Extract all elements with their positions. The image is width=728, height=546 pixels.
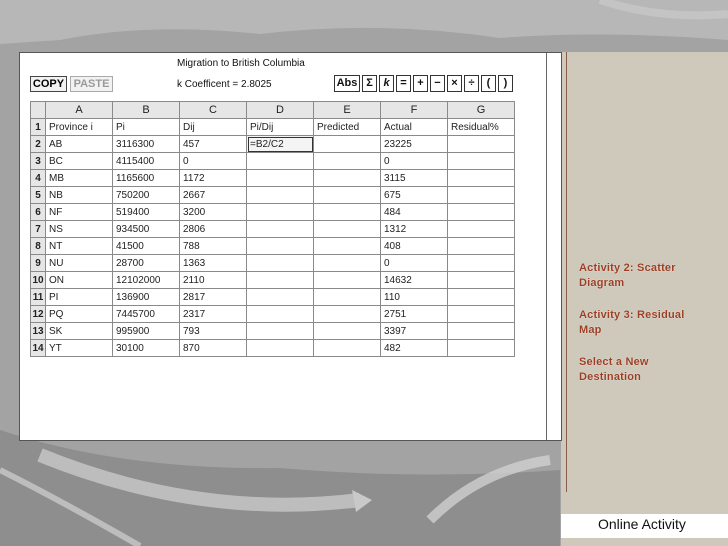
grid-cell[interactable]	[314, 136, 381, 153]
grid-cell[interactable]	[314, 289, 381, 306]
side-divider	[566, 52, 567, 492]
sheet-title: Migration to British Columbia	[177, 58, 305, 69]
grid-cell[interactable]: Predicted	[314, 119, 381, 136]
grid-cell[interactable]	[448, 306, 515, 323]
row-header[interactable]: 13	[31, 323, 46, 340]
grid-cell[interactable]: 136900	[113, 289, 180, 306]
grid-cell[interactable]: 28700	[113, 255, 180, 272]
grid-cell[interactable]: 23225	[381, 136, 448, 153]
row-header[interactable]: 5	[31, 187, 46, 204]
grid-cell[interactable]: 2667	[180, 187, 247, 204]
grid-cell[interactable]: NU	[46, 255, 113, 272]
grid-cell[interactable]: 12102000	[113, 272, 180, 289]
grid-cell[interactable]	[314, 272, 381, 289]
grid-cell[interactable]	[448, 204, 515, 221]
column-header-row	[31, 102, 515, 119]
grid-cell[interactable]: 408	[381, 238, 448, 255]
grid-cell[interactable]: 3397	[381, 323, 448, 340]
grid-cell[interactable]: PQ	[46, 306, 113, 323]
grid-cell[interactable]: NB	[46, 187, 113, 204]
grid-cell[interactable]	[314, 170, 381, 187]
grid-cell[interactable]: 2806	[180, 221, 247, 238]
grid-cell[interactable]	[247, 170, 314, 187]
table-row	[31, 136, 515, 153]
table-row	[31, 170, 515, 187]
row-header[interactable]: 10	[31, 272, 46, 289]
grid-cell[interactable]: 675	[381, 187, 448, 204]
copy-button[interactable]: COPY	[30, 76, 67, 92]
table-row	[31, 255, 515, 272]
grid-corner	[31, 102, 46, 119]
column-header-a[interactable]: A	[46, 102, 113, 119]
grid-cell[interactable]: MB	[46, 170, 113, 187]
grid-cell[interactable]	[247, 153, 314, 170]
grid-cell[interactable]: NF	[46, 204, 113, 221]
row-header[interactable]: 3	[31, 153, 46, 170]
table-row	[31, 289, 515, 306]
row-header[interactable]: 7	[31, 221, 46, 238]
row-header[interactable]: 6	[31, 204, 46, 221]
grid-cell[interactable]: NS	[46, 221, 113, 238]
grid-cell[interactable]: Actual	[381, 119, 448, 136]
grid-cell[interactable]: 2110	[180, 272, 247, 289]
grid-cell[interactable]	[314, 255, 381, 272]
grid-cell[interactable]	[247, 238, 314, 255]
grid-cell[interactable]: 4115400	[113, 153, 180, 170]
grid-cell[interactable]	[314, 204, 381, 221]
grid-cell[interactable]: PI	[46, 289, 113, 306]
grid-cell[interactable]: 110	[381, 289, 448, 306]
table-row	[31, 119, 515, 136]
row-header[interactable]: 12	[31, 306, 46, 323]
grid-cell[interactable]: YT	[46, 340, 113, 357]
table-row	[31, 221, 515, 238]
activity-3-link[interactable]	[579, 308, 689, 338]
grid-cell[interactable]	[448, 238, 515, 255]
grid-cell[interactable]: 2817	[180, 289, 247, 306]
row-header[interactable]: 1	[31, 119, 46, 136]
grid-cell[interactable]	[314, 187, 381, 204]
paste-button[interactable]: PASTE	[70, 76, 113, 92]
row-header[interactable]: 14	[31, 340, 46, 357]
grid-cell[interactable]: 934500	[113, 221, 180, 238]
grid-cell[interactable]: =B2/C2	[247, 136, 314, 153]
grid-cell[interactable]	[247, 204, 314, 221]
grid-cell[interactable]	[247, 323, 314, 340]
grid-cell[interactable]: SK	[46, 323, 113, 340]
row-header[interactable]: 8	[31, 238, 46, 255]
row-header[interactable]: 11	[31, 289, 46, 306]
grid-cell[interactable]: Province i	[46, 119, 113, 136]
grid-cell[interactable]: 750200	[113, 187, 180, 204]
grid-cell[interactable]: 788	[180, 238, 247, 255]
grid-cell[interactable]: 870	[180, 340, 247, 357]
grid-cell[interactable]: 1363	[180, 255, 247, 272]
grid-cell[interactable]	[448, 170, 515, 187]
grid-cell[interactable]	[448, 136, 515, 153]
grid-cell[interactable]	[247, 340, 314, 357]
column-header-c[interactable]: C	[180, 102, 247, 119]
table-row	[31, 306, 515, 323]
grid-cell[interactable]	[448, 340, 515, 357]
sum-button[interactable]: Σ	[362, 75, 377, 92]
abs-button[interactable]: Abs	[334, 75, 360, 92]
grid-cell[interactable]: 3200	[180, 204, 247, 221]
plus-button[interactable]: +	[413, 75, 428, 92]
grid-cell[interactable]	[448, 153, 515, 170]
table-row	[31, 238, 515, 255]
select-destination-link[interactable]	[579, 355, 679, 385]
table-row	[31, 323, 515, 340]
grid-cell[interactable]: Pi/Dij	[247, 119, 314, 136]
grid-cell[interactable]	[247, 187, 314, 204]
table-row	[31, 204, 515, 221]
grid-cell[interactable]	[247, 221, 314, 238]
grid-cell[interactable]	[314, 221, 381, 238]
grid-cell[interactable]	[247, 255, 314, 272]
grid-cell[interactable]: 457	[180, 136, 247, 153]
column-header-g[interactable]: G	[448, 102, 515, 119]
table-row	[31, 340, 515, 357]
column-header-b[interactable]: B	[113, 102, 180, 119]
grid-cell[interactable]: 1312	[381, 221, 448, 238]
grid-cell[interactable]: 484	[381, 204, 448, 221]
k-coefficient: k Coefficent = 2.8025	[177, 79, 272, 90]
grid-cell[interactable]: AB	[46, 136, 113, 153]
grid-cell[interactable]: 30100	[113, 340, 180, 357]
grid-cell[interactable]	[448, 255, 515, 272]
grid-cell[interactable]: 3116300	[113, 136, 180, 153]
column-header-d[interactable]: D	[247, 102, 314, 119]
grid-cell[interactable]: 3115	[381, 170, 448, 187]
grid-cell[interactable]: NT	[46, 238, 113, 255]
column-header-f[interactable]: F	[381, 102, 448, 119]
row-header[interactable]: 4	[31, 170, 46, 187]
grid-cell[interactable]: 482	[381, 340, 448, 357]
activity-2-label: Activity 2: Scatter Diagram	[579, 262, 676, 289]
grid-cell[interactable]	[448, 272, 515, 289]
grid-cell[interactable]: 0	[381, 153, 448, 170]
grid-cell[interactable]: 7445700	[113, 306, 180, 323]
select-destination-label: Select a New Destination	[579, 356, 649, 383]
row-header[interactable]: 2	[31, 136, 46, 153]
grid-cell[interactable]: 0	[381, 255, 448, 272]
open-paren-button[interactable]: (	[481, 75, 496, 92]
vertical-scrollbar[interactable]	[546, 53, 561, 440]
grid-cell[interactable]	[314, 306, 381, 323]
divide-button[interactable]: ÷	[464, 75, 479, 92]
multiply-button[interactable]: ×	[447, 75, 462, 92]
grid-cell[interactable]: 793	[180, 323, 247, 340]
grid-cell[interactable]: 995900	[113, 323, 180, 340]
minus-button[interactable]: −	[430, 75, 445, 92]
spreadsheet-window	[19, 52, 562, 441]
grid-cell[interactable]: 14632	[381, 272, 448, 289]
grid-cell[interactable]	[448, 187, 515, 204]
k-button[interactable]: k	[379, 75, 394, 92]
grid-cell[interactable]: 1172	[180, 170, 247, 187]
grid-cell[interactable]	[314, 238, 381, 255]
activity-3-label: Activity 3: Residual Map	[579, 309, 685, 336]
activity-2-link[interactable]	[579, 261, 699, 291]
table-row	[31, 153, 515, 170]
grid-cell[interactable]: 519400	[113, 204, 180, 221]
grid-cell[interactable]: 2317	[180, 306, 247, 323]
equals-button[interactable]: =	[396, 75, 411, 92]
grid-cell[interactable]	[448, 323, 515, 340]
grid-cell[interactable]	[314, 323, 381, 340]
grid-cell[interactable]: Pi	[113, 119, 180, 136]
online-activity-label: Online Activity	[598, 516, 686, 532]
spreadsheet-grid	[30, 101, 515, 357]
grid-cell[interactable]: 2751	[381, 306, 448, 323]
grid-cell[interactable]	[247, 289, 314, 306]
grid-cell[interactable]	[314, 340, 381, 357]
grid-cell[interactable]	[314, 153, 381, 170]
grid-cell[interactable]: 1165600	[113, 170, 180, 187]
grid-cell[interactable]: 41500	[113, 238, 180, 255]
row-header[interactable]: 9	[31, 255, 46, 272]
table-row	[31, 272, 515, 289]
table-row	[31, 187, 515, 204]
grid-cell[interactable]: Dij	[180, 119, 247, 136]
side-panel	[561, 52, 728, 546]
grid-cell[interactable]: Residual%	[448, 119, 515, 136]
grid-cell[interactable]	[448, 221, 515, 238]
grid-cell[interactable]: BC	[46, 153, 113, 170]
close-paren-button[interactable]: )	[498, 75, 513, 92]
column-header-e[interactable]: E	[314, 102, 381, 119]
grid-cell[interactable]	[247, 306, 314, 323]
grid-cell[interactable]	[247, 272, 314, 289]
grid-cell[interactable]	[448, 289, 515, 306]
grid-cell[interactable]: 0	[180, 153, 247, 170]
grid-cell[interactable]: ON	[46, 272, 113, 289]
